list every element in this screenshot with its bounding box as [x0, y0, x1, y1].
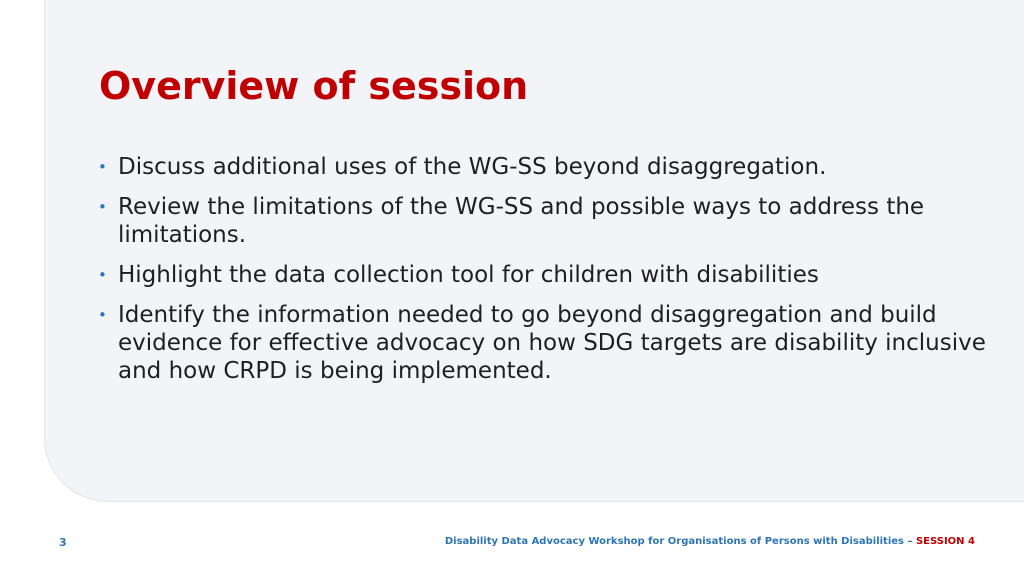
bullet-item: • Identify the information needed to go beyond disaggregation and build evidence for effective advocacy on how SDG targets are disability inclusive and how CRPD is being implemented. [98, 301, 988, 385]
bullet-item: • Review the limitations of the WG-SS and possible ways to address the limitations. [98, 193, 988, 249]
footer [445, 536, 975, 547]
bullet-item: • Highlight the data collection tool for children with disabilities [98, 261, 988, 289]
footer-session-label: SESSION 4 [915, 536, 975, 547]
bullet-item: • Discuss additional uses of the WG-SS beyond disaggregation. [98, 153, 988, 181]
page-number: 3 [59, 536, 67, 549]
footer-text: Disability Data Advocacy Workshop for Organisations of Persons with Disabilities – [444, 536, 916, 547]
bullet-list [98, 153, 988, 397]
slide-title: Overview of session [99, 64, 529, 108]
